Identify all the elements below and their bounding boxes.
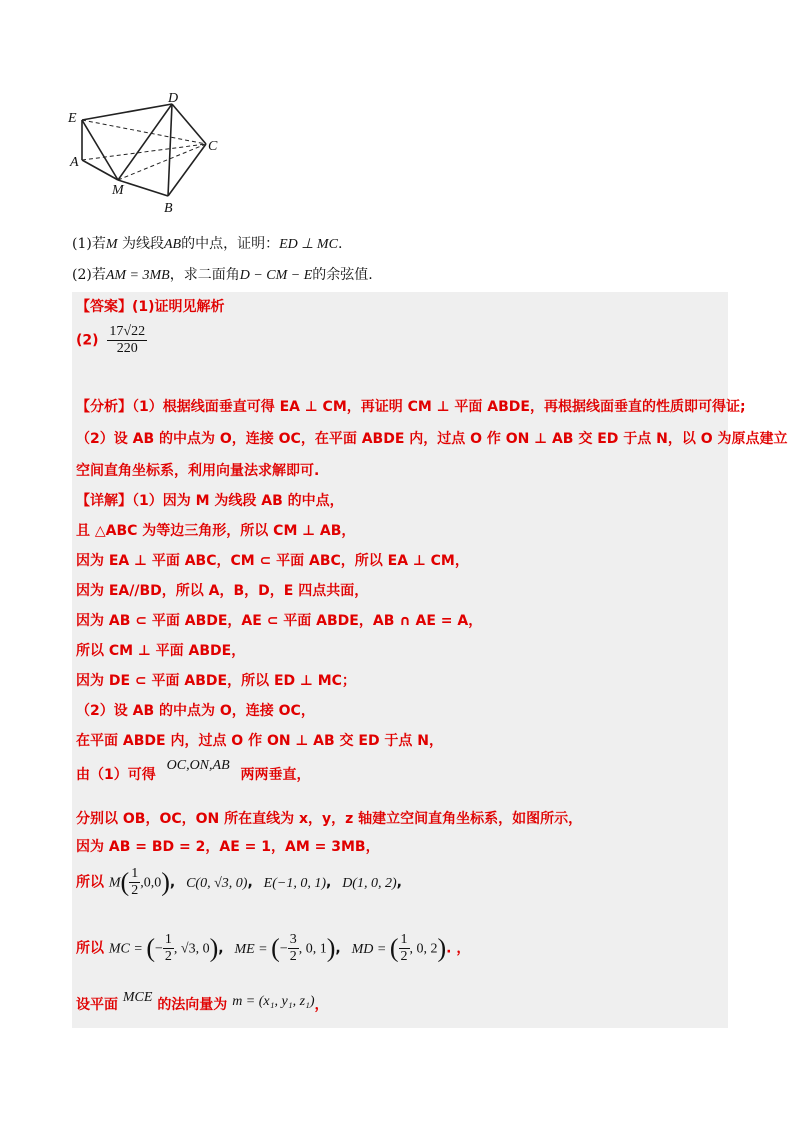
detail-line-13: 所以 M( $\frac{1}{2}$ ,0,0), C(0, √3, 0), E(−1, 0, 1), D(1, 0, 2), [76,866,402,898]
vector-md-label: MD = [351,941,390,957]
q2-prefix: (2)若 [72,267,106,283]
point-m-rest: 0,0 [143,875,162,891]
detail-line-1: 【详解】（1）因为 M 为线段 AB 的中点， [76,493,344,509]
detail-line-4: 因为 EA//BD，所以 A，B，D，E 四点共面， [76,583,369,599]
frac-den: 2 [400,949,408,964]
vector-mc-label: MC = [108,941,147,957]
vector-md-x [399,932,410,965]
detail-line-3: 因为 EA ⊥ 平面 ABC，CM ⊂ 平面 ABC，所以 EA ⊥ CM， [76,553,469,569]
detail-line-12: 因为 AB = BD = 2，AE = 1，AM = 3MB， [76,839,380,855]
answer-p2-label: (2) [76,332,99,349]
frac-den: 2 [131,883,139,898]
frac-num: 1 [164,932,172,947]
plane-name: MCE [122,990,153,1005]
detail-line-8: （2）设 AB 的中点为 O，连接 OC， [76,703,315,719]
q2-end: 的余弦值. [312,267,373,283]
question-1 [72,233,342,253]
detail-l10-a: 由（1）可得 [76,767,156,783]
detail-l15-e: ， [314,997,329,1013]
detail-l15-a: 设平面 [76,997,118,1013]
question-2 [72,264,373,284]
analysis-line-3: 空间直角坐标系，利用向量法求解即可. [76,463,320,479]
vector-me-label: ME = [234,941,272,957]
detail-line-10 [76,758,311,784]
analysis-line-2: （2）设 AB 的中点为 O，连接 OC，在平面 ABDE 内，过点 O 作 ON ⊥ AB 交 ED 于点 N，以 O 为原点建立 [76,431,788,447]
point-m-label: M [108,875,121,891]
answer-denominator: 220 [116,341,138,356]
detail-l13-prefix: 所以 [76,874,104,891]
detail-l15-c: 的法向量为 [157,997,228,1013]
label-D: D [168,91,179,106]
label-C: C [208,139,218,154]
vector-mc-x [163,932,174,965]
frac-num: 3 [289,932,297,947]
point-d: D(1, 0, 2) [342,875,397,891]
detail-line-9: 在平面 ABDE 内，过点 O 作 ON ⊥ AB 交 ED 于点 N， [76,733,444,749]
q2-formula: AM = 3MB [105,268,170,283]
frac-den: 2 [164,949,172,964]
detail-line-14: 所以 MC = (− $\frac{1}{2}$ , √3, 0), ME = (− $\frac{3}{2}$ , 0, 1), MD = ( $\frac{1}{2}$ , 0, 2). ， [76,932,471,964]
normal-vector: m = (x₁, y₁, z₁) [232,994,315,1009]
q1-ab: AB [163,237,182,252]
vector-mc-rest: , √3, 0 [173,941,210,957]
point-m-x [129,866,140,899]
q2-angle: D − CM − E [239,268,313,283]
frac-den: 2 [289,949,297,964]
q1-suffix: 的中点，证明： [181,236,280,252]
detail-line-2: 且 △ABC 为等边三角形，所以 CM ⊥ AB， [76,523,356,539]
detail-l14-end: . ， [446,940,471,957]
frac-num: 1 [131,866,139,881]
q1-end: . [337,236,343,252]
answer-part2 [76,324,147,357]
detail-line-6: 所以 CM ⊥ 平面 ABDE， [76,643,246,659]
point-e: E(−1, 0, 1) [263,875,326,891]
detail-l10-b: OC,ON,AB [166,758,230,773]
label-B: B [164,201,173,216]
vector-md-rest: , 0, 2 [409,941,438,957]
q1-prefix: (1)若 [72,236,106,252]
solution-panel [72,292,788,1028]
vector-mc-sign: − [155,941,163,957]
q1-formula: ED ⊥ MC [279,237,338,252]
pyramid-figure [60,88,230,218]
q1-m: M [105,237,118,252]
vector-me-sign: − [279,941,288,957]
answer-label: 【答案】(1)证明见解析 [76,299,225,315]
detail-line-11: 分别以 OB，OC，ON 所在直线为 x，y，z 轴建立空间直角坐标系，如图所示， [76,811,583,827]
label-E: E [68,111,77,126]
detail-l14-prefix: 所以 [76,940,104,957]
analysis-line-1: 【分析】（1）根据线面垂直可得 EA ⊥ CM，再证明 CM ⊥ 平面 ABDE，再根据线面垂直的性质即可得证; [76,399,746,415]
label-M: M [112,183,124,198]
q2-mid: ，求二面角 [169,267,240,283]
answer-fraction [107,324,147,357]
label-A: A [70,155,79,170]
frac-num: 1 [400,932,408,947]
detail-line-15 [76,990,329,1014]
vector-me-x [288,932,299,965]
detail-l10-c: 两两垂直， [240,767,311,783]
answer-numerator: 17√22 [109,324,146,339]
point-c: C(0, √3, 0) [186,875,248,891]
detail-line-7: 因为 DE ⊂ 平面 ABDE，所以 ED ⊥ MC； [76,673,356,689]
vector-me-rest: , 0, 1 [298,941,327,957]
detail-line-5: 因为 AB ⊂ 平面 ABDE，AE ⊂ 平面 ABDE，AB ∩ AE = A， [76,613,483,629]
q1-mid: 为线段 [117,236,164,252]
